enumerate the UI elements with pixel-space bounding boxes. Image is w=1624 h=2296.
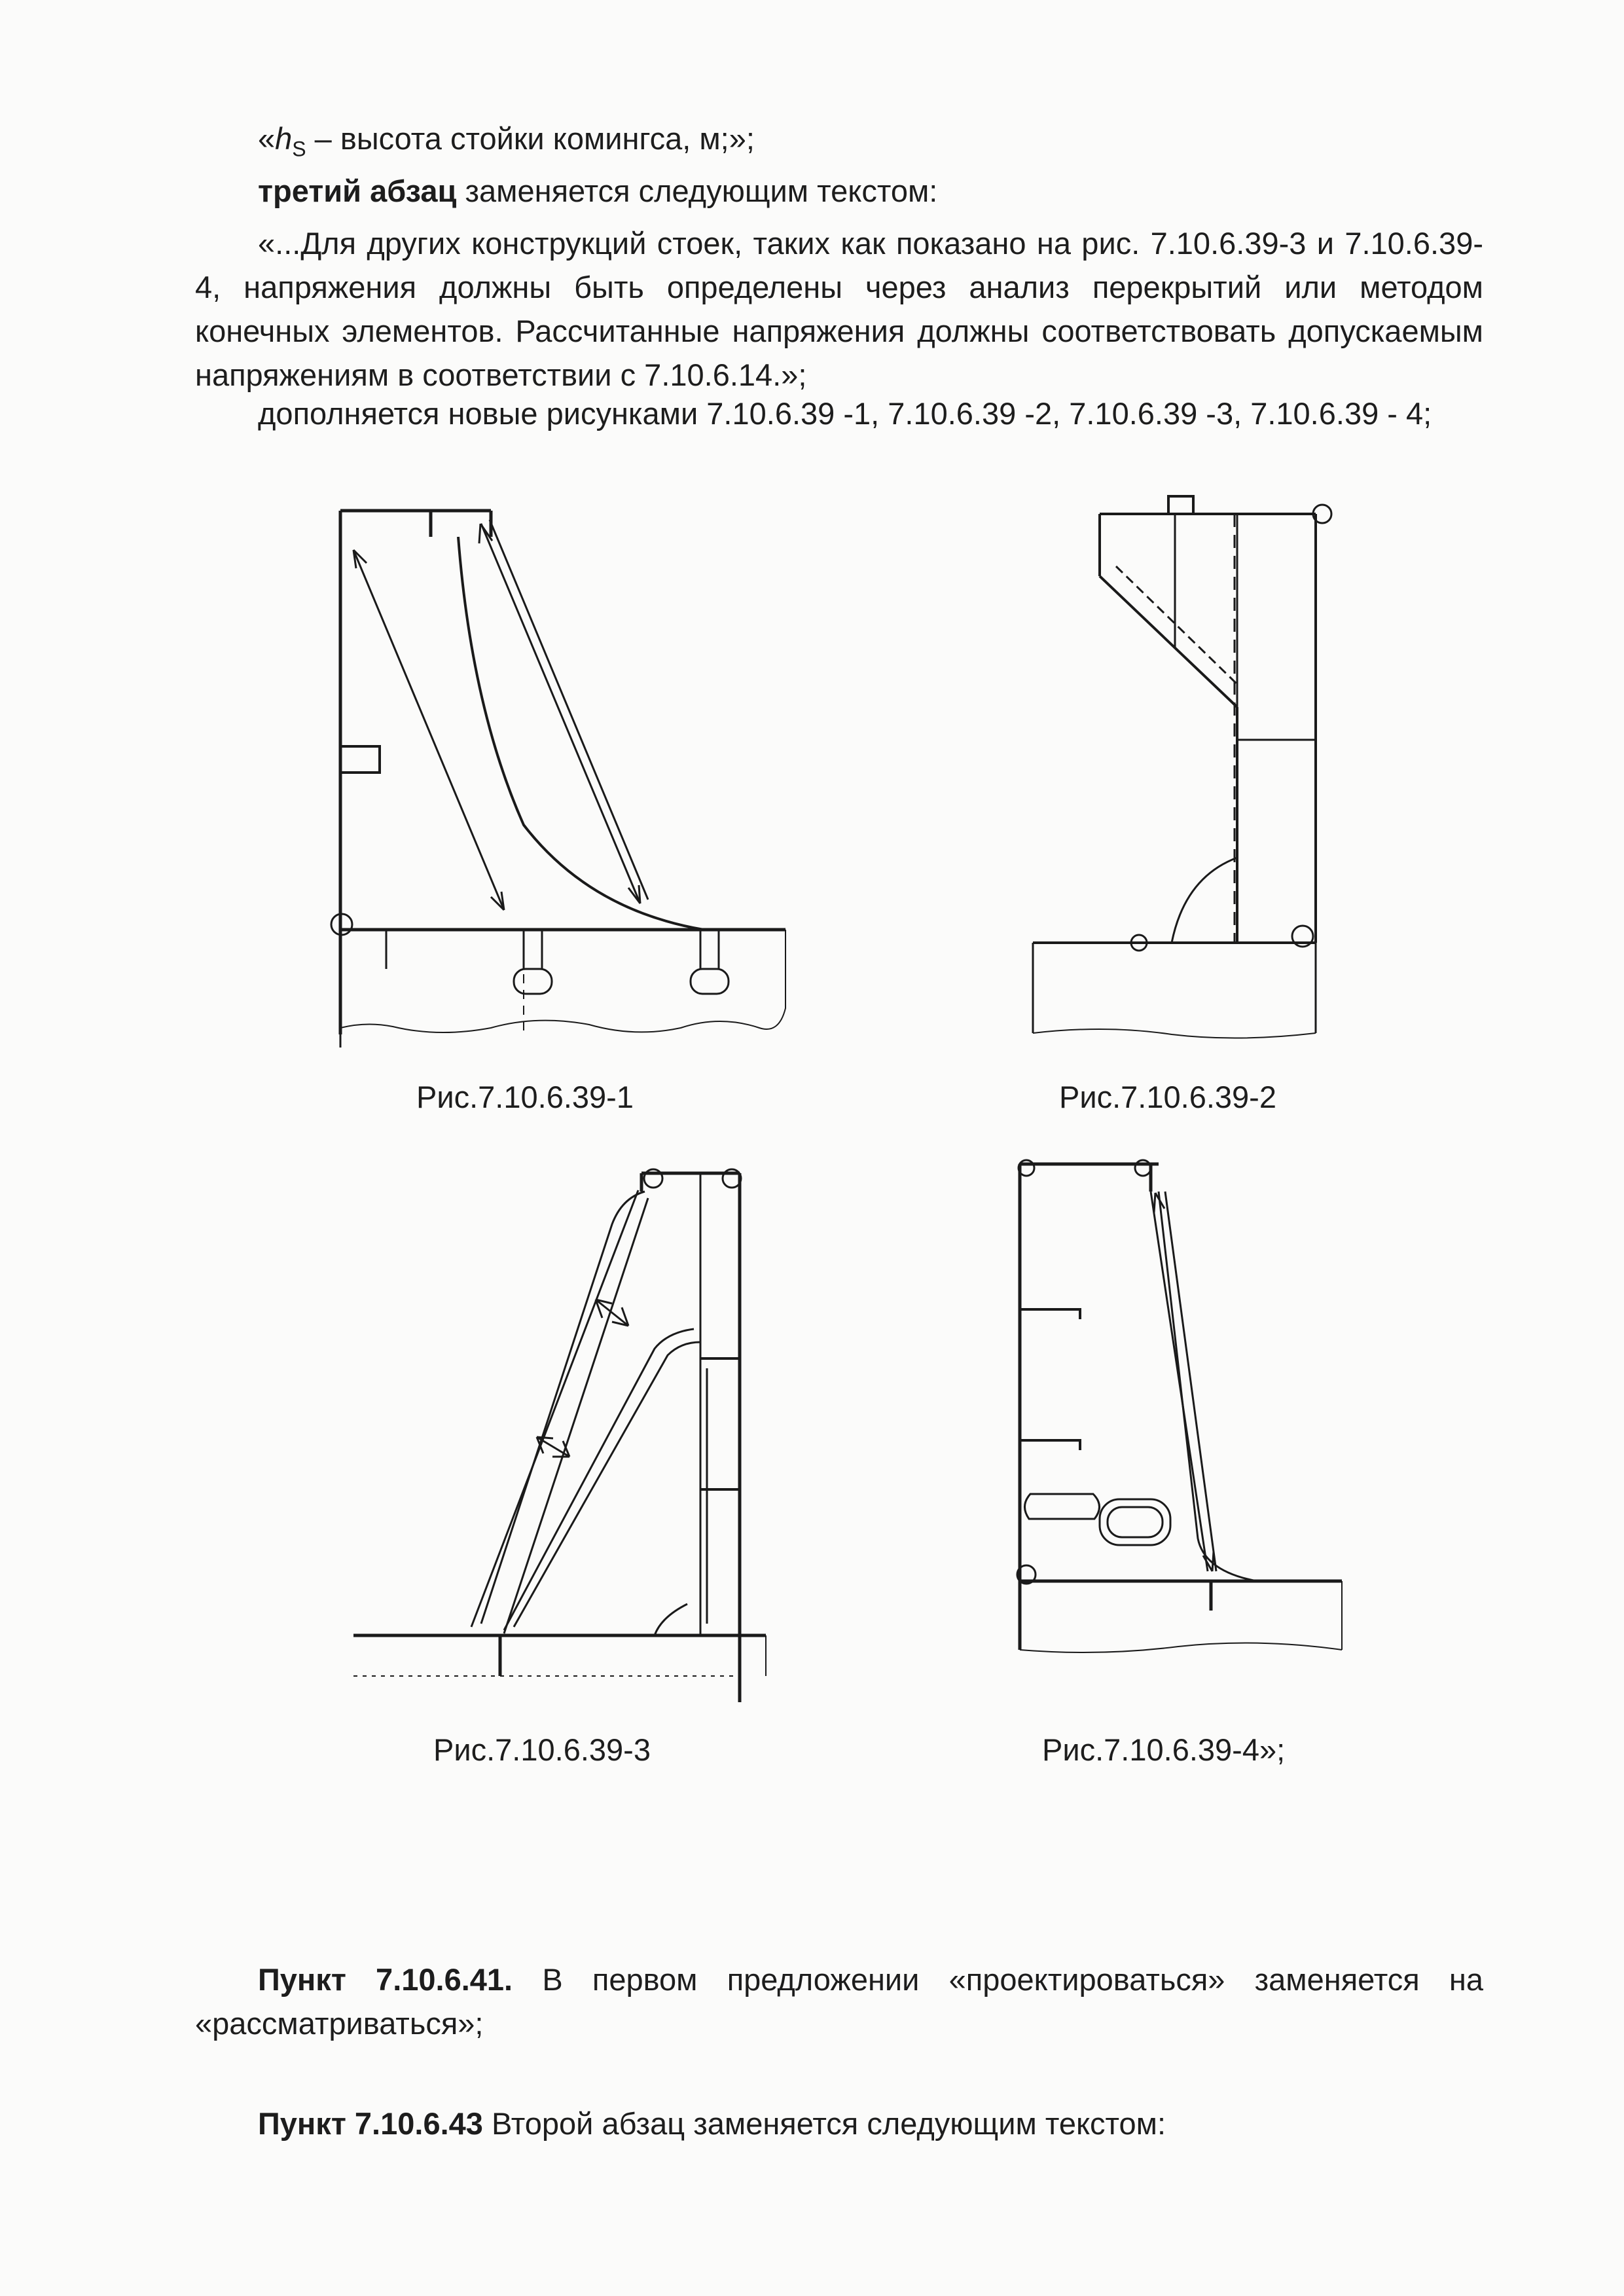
figure-7-10-6-39-3 bbox=[340, 1152, 772, 1715]
hs-variable: h bbox=[275, 121, 293, 156]
hs-definition-text: – высота стойки комингса, м;»; bbox=[306, 121, 755, 156]
paragraph-punkt-43 bbox=[195, 2102, 1483, 2145]
paragraph-punkt-41 bbox=[195, 1958, 1483, 2045]
paragraph-hs-definition bbox=[195, 117, 1483, 171]
figure-7-10-6-39-4 bbox=[1008, 1152, 1362, 1702]
caption-figure-1: Рис.7.10.6.39-1 bbox=[416, 1080, 634, 1114]
punkt-43-bold: Пункт 7.10.6.43 bbox=[258, 2106, 483, 2141]
hs-subscript: S bbox=[292, 137, 306, 161]
open-quote: « bbox=[258, 121, 276, 156]
figure-7-10-6-39-2 bbox=[1028, 484, 1381, 1048]
punkt-43-text: Второй абзац заменяется следующим текстом: bbox=[482, 2106, 1166, 2141]
punkt-41-text: В первом предложении «проектироваться» заменяется на «рассматриваться»; bbox=[195, 1962, 1483, 2041]
figure-7-10-6-39-1 bbox=[327, 498, 799, 1048]
paragraph-new-figures: дополняется новые рисунками 7.10.6.39 -1, 7.10.6.39 -2, 7.10.6.39 -3, 7.10.6.39 - 4; bbox=[258, 396, 1432, 431]
paragraph-third-abzac bbox=[195, 169, 1483, 213]
caption-figure-4: Рис.7.10.6.39-4»; bbox=[1042, 1732, 1286, 1767]
paragraph-other-constructions: «...Для других конструкций стоек, таких как показано на рис. 7.10.6.39-3 и 7.10.6.39-4, напряжения должны быть определены через анализ перекрытий или методом конечных элементов. Рассчитанные напряжения должны соответствовать допускаемым напряжениям в соответствии с 7.10.6.14.»; bbox=[195, 226, 1483, 392]
third-abzac-bold: третий абзац bbox=[258, 173, 457, 208]
punkt-41-bold: Пункт 7.10.6.41. bbox=[258, 1962, 513, 1997]
third-abzac-text: заменяется следующим текстом: bbox=[456, 173, 938, 208]
caption-figure-3: Рис.7.10.6.39-3 bbox=[433, 1732, 651, 1767]
caption-figure-2: Рис.7.10.6.39-2 bbox=[1059, 1080, 1276, 1114]
